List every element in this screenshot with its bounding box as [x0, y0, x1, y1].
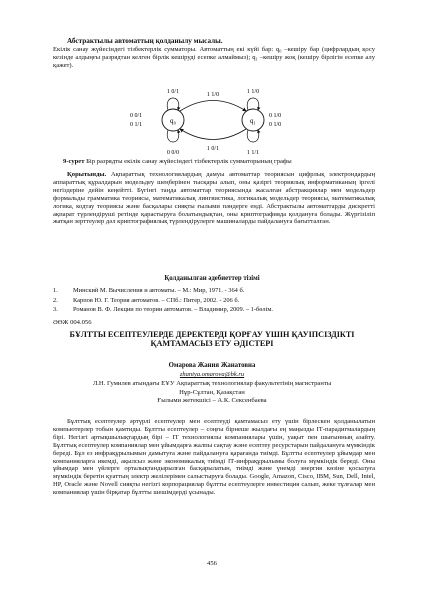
affiliation-line: Нұр-Сұлтан, Қазақстан	[179, 388, 245, 396]
loop-q0-top	[167, 98, 179, 110]
article-title: БҰЛТТЫ ЕСЕПТЕУЛЕРДЕ ДЕРЕКТЕРДІ ҚОРҒАУ ҮШІН ҚАУІПСІЗДІКТІ ҚАМТАМАСЫЗ ЕТУ ӘДІСТЕРІ	[69, 330, 355, 349]
author-email-link[interactable]: zhaniya.omarova@bk.ru	[179, 371, 245, 378]
transition-q0-q1	[180, 101, 246, 112]
affiliation-line: Л.Н. Гумилев атындағы ЕҰУ Ақпараттық технологиялар факультетінің магистранты	[92, 380, 332, 387]
label-arrow-top: 1 1/0	[206, 92, 220, 98]
conclusion-paragraph	[53, 171, 375, 226]
state-q1-label: q₁	[250, 117, 256, 125]
label-right-2: 0 1/0	[269, 122, 282, 128]
conclusion-label: Қорытынды.	[67, 171, 107, 178]
figure-caption-text: Бір разрядты екілік санау жүйесіндегі тізбектерлік сумматорының графы	[84, 158, 292, 165]
label-left-2: 0 1/1	[130, 122, 143, 128]
reference-text: Романов В. Ф. Лекции по теории автоматов. – Владимир, 2009. – 1-бөлім.	[73, 306, 274, 314]
affiliation-block	[0, 380, 424, 406]
udc-code: ӘӨЖ 004.056	[53, 319, 92, 326]
section-paragraph: Екілік санау жүйесіндегі тізбектерлік сумматоры. Автоматтың екі күйі бар: q₀ –кешіру бар (цифрлардың қосу кезінде алдыңғы разрядтан келген бірлік кешіруді есепке алмаймыз); q₁ –кешіру жоқ (кешіру бірлігін есепке алу қажет).	[53, 46, 375, 69]
references-list	[53, 286, 375, 315]
label-top-left: 1 0/1	[166, 89, 180, 95]
label-right-1: 0 1/0	[269, 113, 282, 119]
reference-item	[53, 305, 375, 315]
state-q0-label: q₀	[170, 117, 176, 125]
page-number: 456	[207, 560, 217, 567]
reference-item	[53, 286, 375, 296]
label-bottom-left: 0 0/0	[166, 150, 180, 156]
label-bottom-right: 1 1/1	[246, 150, 260, 156]
author-name: Омарова Жания Жанатовна	[168, 362, 256, 369]
article-body: Бұлттық есептеулер әртүрлі есептеулер мен есептеуді қамтамасыз ету үшін бірлескен қолданылатын компьютерлер тобын қамтиды. Бұлтты есептеулер – соңғы бірнеше жылдағы ең маңызды ІТ-парадигмалардың бірі. Негізгі артықшылықтардың бірі – ІТ технологиялы компаниялары үшін, уақыт пен шығынның азайту. Бұлттық есептеулер компаниялар мен ұйымдарға жалпы сақтау және есептеу ресурстарын пайдалануға мүмкіндік береді. Бұл ез инфрақұрылымын дамытуға және пайдалануға қарағанда тиімді. Бұлтты есептеулер ұйымдар мен компанияларға икемді, ақылсыз және экономикалық тиімді ІТ-инфрақұрылымы болуға мүмкіндік береді. Оны ұйымдар мен үйлерге орталықтандырылған басқарылатын, тиімді және үнемді энергия көзіне қосылуға мүмкіндік беретін қуаттың электр желілерімен салыстыруға болады. Google, Amazon, Cisco, IBM, Sun, Dell, Intel, HP, Oracle және Novell сияқты негізгі корпорациялар бұлтты есептеулерге инвестиция салып, жеке тұлғалар мен компаниялар үшін бірқатар бұлтты шешімдерді ұсынады.	[53, 418, 375, 497]
state-diagram	[127, 84, 297, 156]
label-left-1: 0 0/1	[130, 113, 143, 119]
loop-q1-top	[247, 98, 259, 110]
affiliation-line: Ғылыми жетекшісі – А.К. Сексенбаева	[157, 397, 267, 405]
reference-item	[53, 296, 375, 306]
label-arrow-bottom: 1 0/1	[206, 146, 220, 152]
references-title: Қолданылған әдебиеттер тізімі	[164, 275, 260, 282]
section-heading: Абстрактылы автоматтың қолданылу мысалы.	[67, 37, 223, 45]
transition-q1-q0	[180, 129, 246, 140]
reference-text: Карпов Ю. Г. Теория автоматов. – СПб.: Питер, 2002. - 206 б.	[73, 296, 240, 304]
figure-caption-label: 9-сурет	[63, 158, 85, 165]
figure-caption	[63, 158, 383, 165]
label-top-right: 1 1/0	[246, 89, 260, 95]
reference-number: 2.	[53, 296, 58, 304]
loop-q0-bottom	[167, 130, 179, 142]
reference-number: 1.	[53, 287, 58, 294]
reference-text: Минский М. Вычисления и автоматы. – М.: Мир, 1971. - 364 б.	[73, 287, 245, 294]
loop-q1-bottom	[247, 130, 259, 142]
conclusion-text: Ақпараттық технологиялардың дамуы автоматтар теориясын цифрлық электрондардың аппараттық құралдарын модельдеу шеңберінен тысқары алып, оны қазіргі теориялық информатиканың іргелі негіздеріне дейін кеңейтті. Бүгінгі таңда автоматтар теориясында жасалған абстракциялар мен модельдер формальды грамматика теориясы, математикалық лингвистика, логикалық модельдер теориясы, математикалық логика, кодтау теориясы және басқалары сияқты ғылыми пәндерге енді. Абстрактылы автоматтарды дискретті ақпарат түрлендіруші ретінде қарастыруға болатындықтан, оны криптографияда қолдануға болады. Жүргізіліп жатқан зерттеулер дәл криптографиялық түрлендірулерге машиналарды пайдалануға бағытталған.	[53, 171, 375, 226]
reference-number: 3.	[53, 306, 58, 314]
